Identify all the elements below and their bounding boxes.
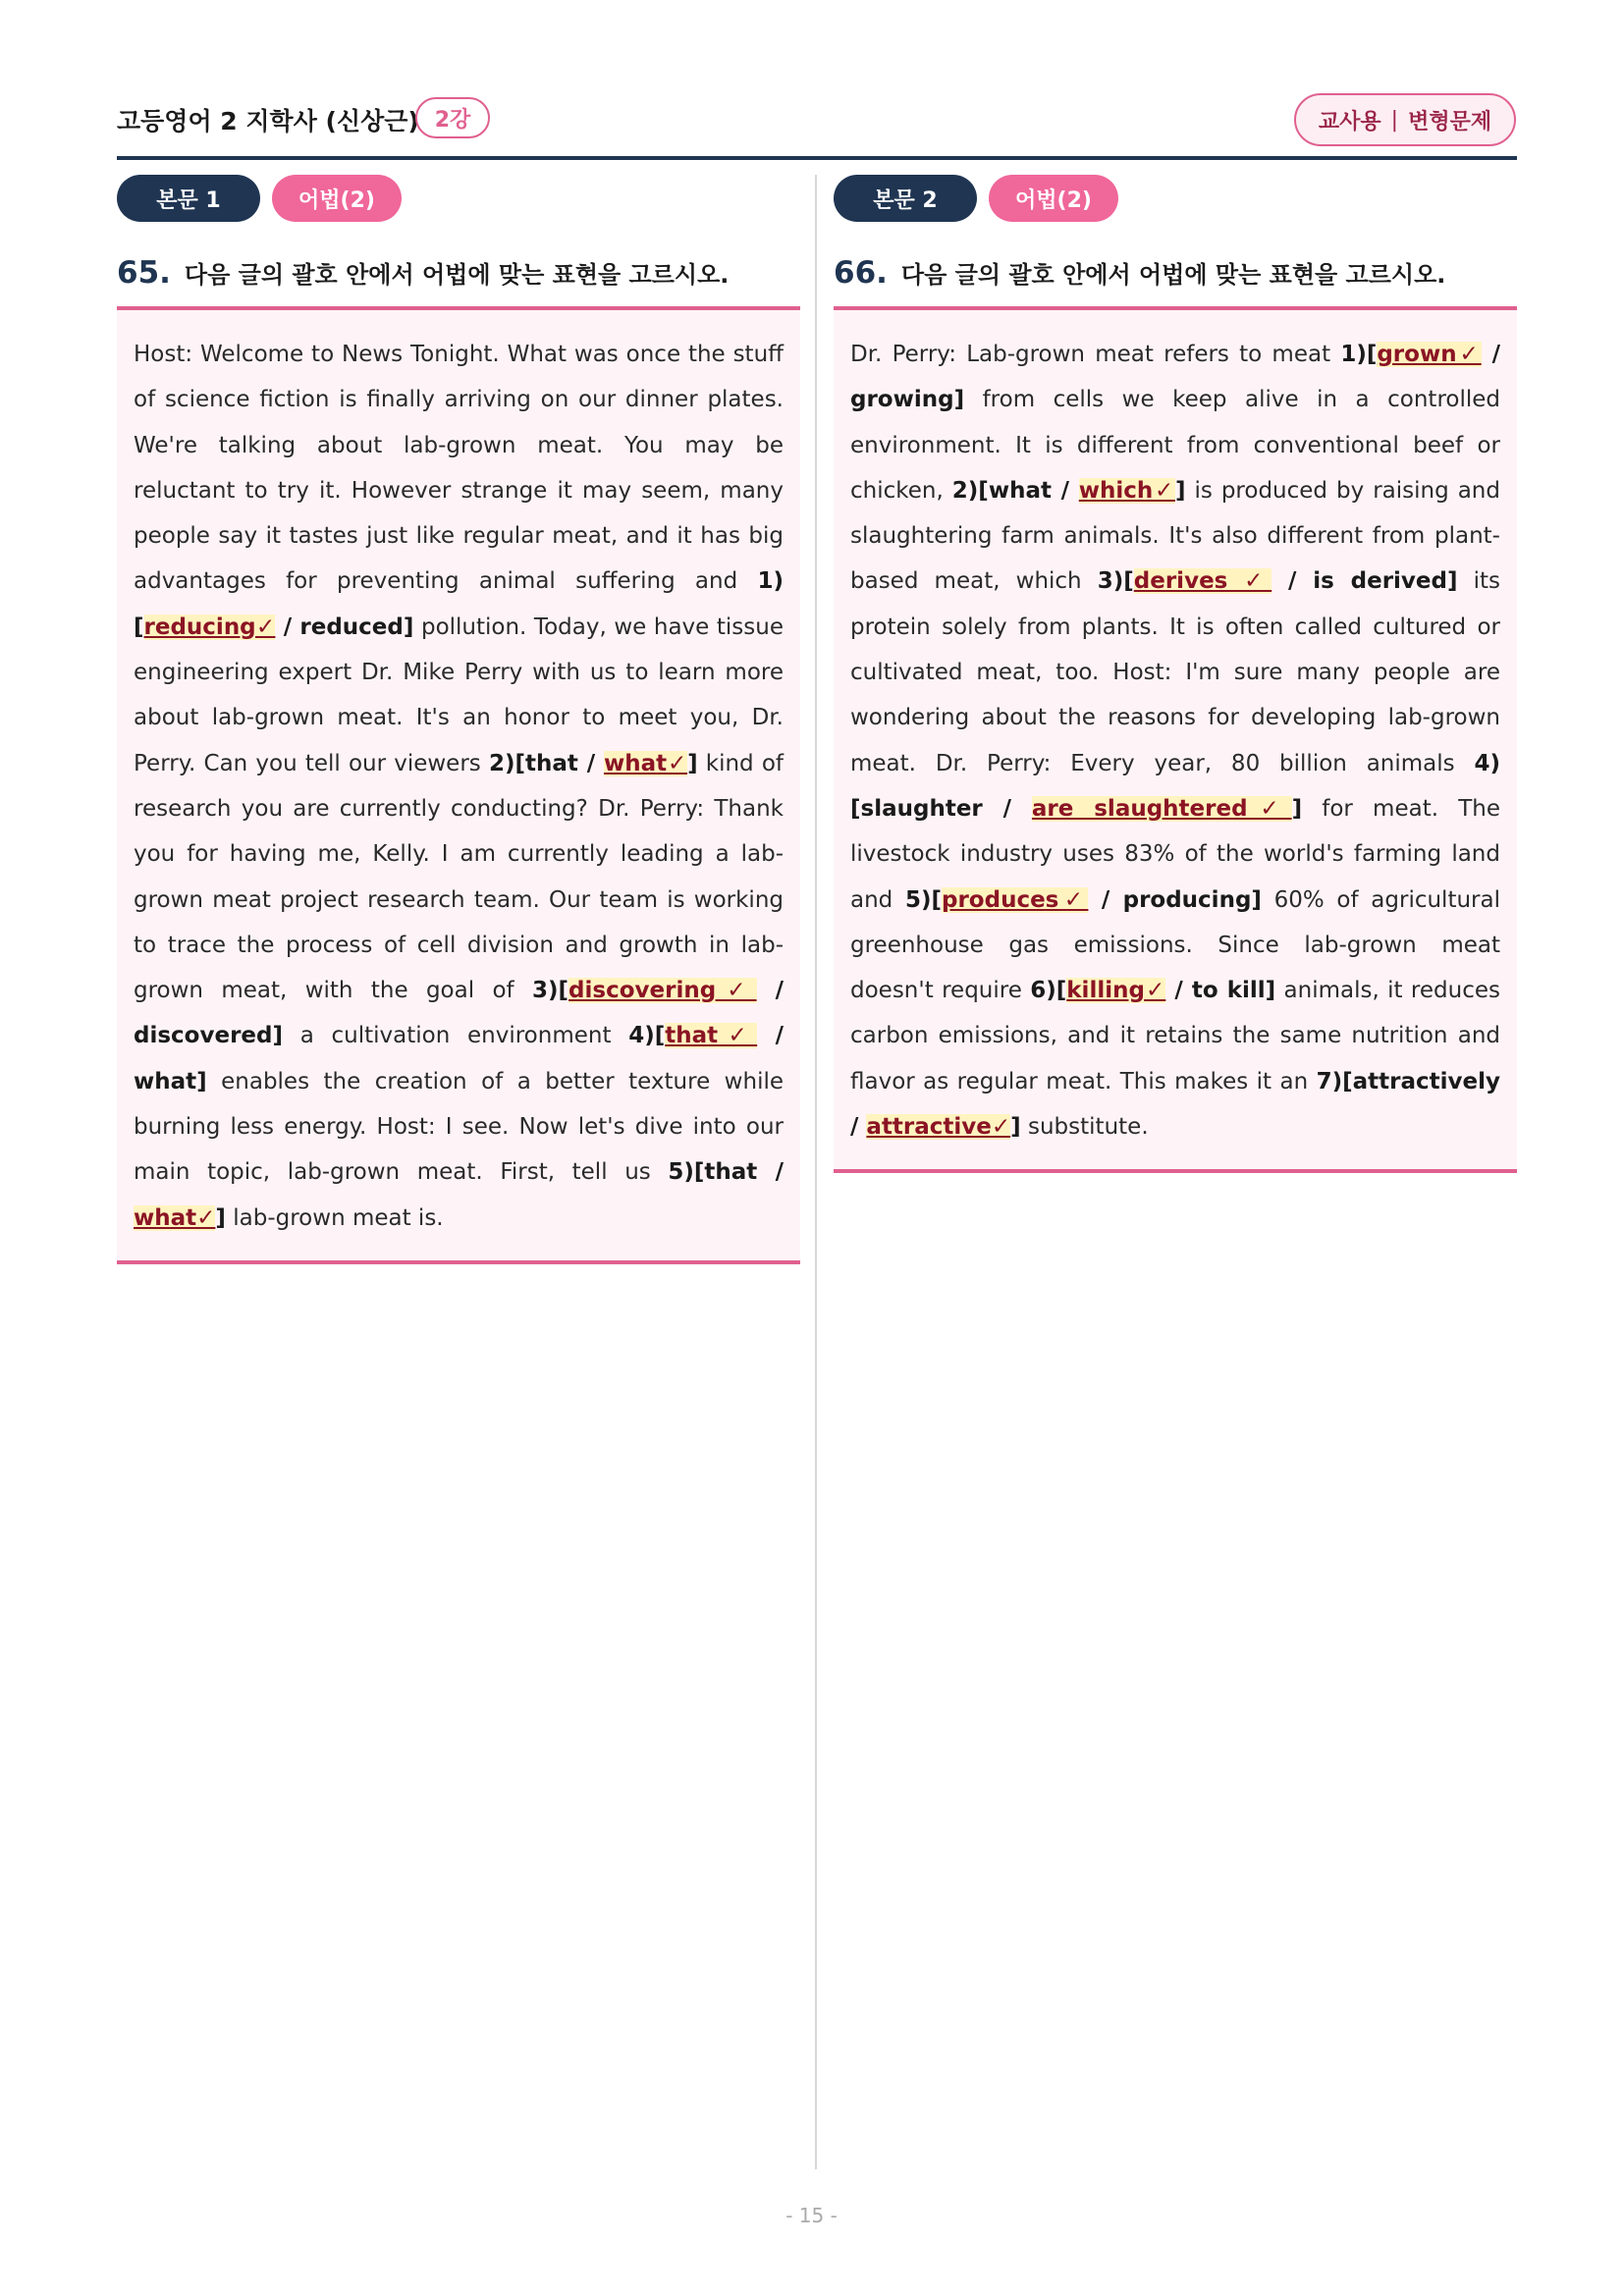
blank-4-close: ] bbox=[1291, 795, 1303, 822]
blank-2-open: 2)[what / bbox=[951, 477, 1079, 504]
blank-1-open: 1)[ bbox=[134, 568, 784, 640]
blank-1-answer: reducing✓ bbox=[143, 614, 276, 640]
blank-6-answer: killing✓ bbox=[1066, 978, 1166, 1004]
question-line bbox=[117, 255, 800, 291]
blank-2-answer: what✓ bbox=[603, 750, 688, 776]
passage bbox=[117, 310, 800, 1260]
blank-6-close: / to kill] bbox=[1165, 978, 1276, 1004]
badge-row bbox=[834, 175, 1517, 222]
question-66-section bbox=[834, 175, 1517, 1173]
passage-text: is produced by raising and slaughtering farm animals. It's also different from plant-based meat, which bbox=[850, 477, 1500, 595]
blank-4-close: / what] bbox=[134, 1023, 784, 1095]
header-title: 고등영어 2 지학사 (신상근) bbox=[117, 107, 419, 135]
passage-text: from cells we keep alive in a controlled environment. It is different from conventional beef or chicken, bbox=[850, 387, 1500, 504]
blank-4-answer: that✓ bbox=[665, 1023, 758, 1049]
blank-3-open: 3)[ bbox=[532, 978, 569, 1004]
teacher-tag: 교사용 bbox=[1318, 109, 1381, 134]
passage-text: Dr. Perry: Lab-grown meat refers to meat bbox=[850, 342, 1341, 367]
blank-6-open: 6)[ bbox=[1030, 978, 1067, 1004]
blank-5-answer: produces✓ bbox=[942, 886, 1089, 913]
blank-3-close: / is derived] bbox=[1271, 568, 1458, 595]
page-number: - 15 - bbox=[785, 2204, 838, 2227]
passage-text: kind of research you are currently conducting? Dr. Perry: Thank you for having me, Kelly. I am currently leading a lab-grown meat project research team. Our team is working to trace the process of cell division and growth in lab-grown meat, with the goal of bbox=[134, 750, 784, 1004]
blank-2-answer: which✓ bbox=[1078, 477, 1175, 504]
blank-7-answer: attractive✓ bbox=[866, 1114, 1011, 1141]
column-divider bbox=[815, 175, 817, 2169]
question-65-section bbox=[117, 175, 800, 1264]
blank-5-close: ] bbox=[215, 1204, 226, 1231]
blank-1-answer: grown✓ bbox=[1377, 342, 1482, 367]
blank-4-answer: are slaughtered✓ bbox=[1031, 795, 1292, 822]
blank-7-open: 7)[attractively / bbox=[850, 1068, 1500, 1141]
passage bbox=[834, 310, 1517, 1169]
blank-2-close: ] bbox=[687, 750, 698, 776]
header-rule bbox=[117, 156, 1517, 160]
passage-bottom-rule bbox=[834, 1169, 1517, 1173]
blank-1-close: / growing] bbox=[850, 342, 1500, 413]
blank-3-answer: derives ✓ bbox=[1133, 568, 1272, 595]
question-text: 다음 글의 괄호 안에서 어법에 맞는 표현을 고르시오. bbox=[900, 261, 1446, 289]
teacher-version-badge bbox=[1294, 93, 1516, 146]
blank-3-close: / discovered] bbox=[134, 978, 784, 1049]
blank-7-close: ] bbox=[1010, 1114, 1021, 1141]
passage-bottom-rule bbox=[117, 1260, 800, 1264]
passage-text: pollution. Today, we have tissue engineering expert Dr. Mike Perry with us to learn more about lab-grown meat. It's an honor to meet you, Dr. Perry. Can you tell our viewers bbox=[134, 614, 784, 776]
badge-row bbox=[117, 175, 800, 222]
passage-text: animals, it reduces carbon emissions, and it retains the same nutrition and flavor as regular meat. This makes it an bbox=[850, 978, 1500, 1095]
blank-4-open: 4)[slaughter / bbox=[850, 750, 1500, 822]
type-badge: 어법(2) bbox=[272, 175, 402, 222]
variant-tag: 변형문제 bbox=[1408, 109, 1492, 134]
blank-3-open: 3)[ bbox=[1097, 568, 1134, 595]
type-badge: 어법(2) bbox=[989, 175, 1118, 222]
blank-1-open: 1)[ bbox=[1340, 342, 1378, 367]
blank-3-answer: discovering✓ bbox=[568, 978, 757, 1004]
passage-text: 60% of agricultural greenhouse gas emissions. Since lab-grown meat doesn't require bbox=[850, 886, 1500, 1004]
question-number: 66. bbox=[834, 255, 888, 291]
blank-5-close: / producing] bbox=[1088, 886, 1262, 913]
tag-separator: | bbox=[1390, 107, 1399, 133]
blank-2-close: ] bbox=[1174, 477, 1186, 504]
question-text: 다음 글의 괄호 안에서 어법에 맞는 표현을 고르시오. bbox=[184, 261, 730, 289]
blank-4-open: 4)[ bbox=[628, 1023, 666, 1049]
blank-1-close: / reduced] bbox=[275, 614, 414, 640]
passage-text: substitute. bbox=[1020, 1114, 1149, 1141]
chapter-badge: 2강 bbox=[415, 97, 490, 138]
passage-text: its protein solely from plants. It is often called cultured or cultivated meat, too. Host: I'm sure many people are wondering about the reasons for developing lab-grown meat. Dr. Perry: Every year, 80 billion animals bbox=[850, 568, 1501, 776]
blank-5-open: 5)[ bbox=[904, 886, 942, 913]
passage-text: Host: Welcome to News Tonight. What was once the stuff of science fiction is finally arriving on our dinner plates. We're talking about lab-grown meat. You may be reluctant to try it. However strange it may seem, many people say it tastes just like regular meat, and it has big advantages for preventing animal suffering and bbox=[134, 342, 784, 595]
passage-badge: 본문 2 bbox=[834, 175, 977, 222]
passage-text: enables the creation of a better texture while burning less energy. Host: I see. Now let's dive into our main topic, lab-grown meat. First, tell us bbox=[134, 1068, 784, 1186]
question-line bbox=[834, 255, 1517, 291]
passage-badge: 본문 1 bbox=[117, 175, 260, 222]
passage-text: for meat. The livestock industry uses 83% of the world's farming land and bbox=[850, 795, 1500, 913]
blank-5-answer: what✓ bbox=[134, 1204, 216, 1231]
passage-text: lab-grown meat is. bbox=[225, 1204, 444, 1231]
passage-text: a cultivation environment bbox=[282, 1023, 629, 1049]
blank-5-open: 5)[that / bbox=[668, 1159, 784, 1186]
question-number: 65. bbox=[117, 255, 171, 291]
blank-2-open: 2)[that / bbox=[488, 750, 604, 776]
